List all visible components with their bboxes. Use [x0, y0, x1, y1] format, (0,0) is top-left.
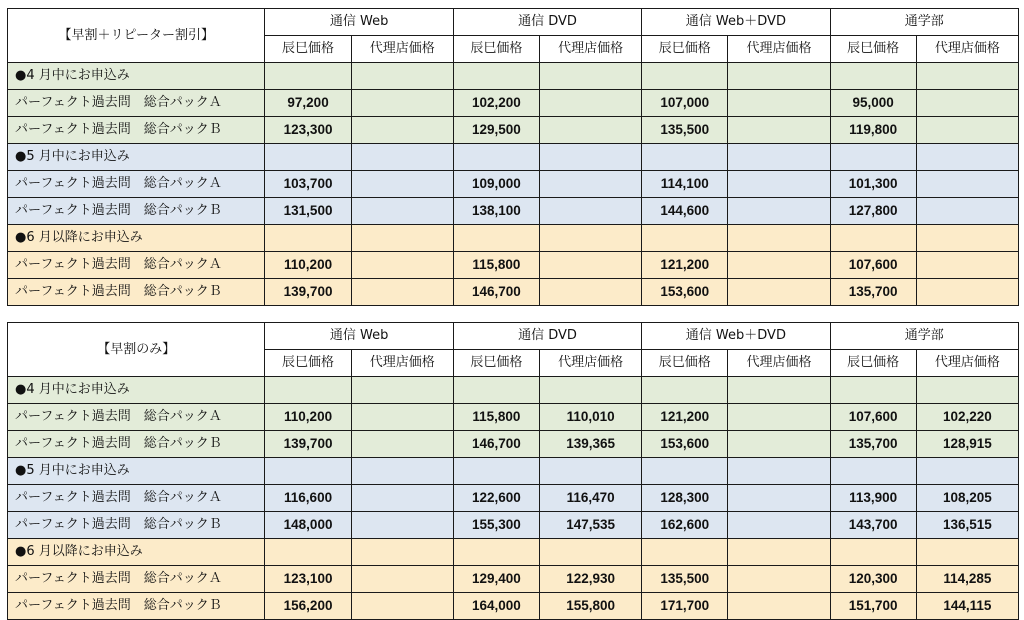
product-label: パーフェクト過去問 総合パックＡ	[8, 566, 265, 593]
price-cell	[728, 171, 830, 198]
price-cell	[540, 117, 642, 144]
price-cell: 110,200	[265, 252, 351, 279]
price-table-early-only	[7, 322, 1019, 620]
price-cell: 153,600	[642, 431, 728, 458]
price-cell	[728, 117, 830, 144]
col-agency-price: 代理店価格	[540, 350, 642, 377]
price-cell	[351, 485, 453, 512]
product-label: パーフェクト過去問 総合パックＡ	[8, 485, 265, 512]
product-label: パーフェクト過去問 総合パックＡ	[8, 171, 265, 198]
section-label: ●5 月中にお申込み	[8, 144, 265, 171]
section-row	[8, 63, 1019, 90]
product-label: パーフェクト過去問 総合パックＢ	[8, 512, 265, 539]
price-cell: 155,300	[453, 512, 539, 539]
table-row	[8, 117, 1019, 144]
price-cell	[728, 593, 830, 620]
col-group-school: 通学部	[830, 323, 1018, 350]
col-tatsumi-price: 辰巳価格	[642, 36, 728, 63]
section-row	[8, 539, 1019, 566]
price-cell	[540, 90, 642, 117]
price-cell: 107,600	[830, 252, 916, 279]
price-cell: 108,205	[916, 485, 1018, 512]
price-cell: 131,500	[265, 198, 351, 225]
section-row	[8, 144, 1019, 171]
price-cell	[351, 431, 453, 458]
table-row	[8, 198, 1019, 225]
price-cell	[351, 90, 453, 117]
price-cell	[351, 279, 453, 306]
price-cell	[351, 404, 453, 431]
header-row-groups	[8, 9, 1019, 36]
price-cell: 135,500	[642, 566, 728, 593]
product-label: パーフェクト過去問 総合パックＢ	[8, 593, 265, 620]
table-row	[8, 566, 1019, 593]
price-cell: 116,600	[265, 485, 351, 512]
price-cell: 95,000	[830, 90, 916, 117]
product-label: パーフェクト過去問 総合パックＢ	[8, 431, 265, 458]
price-cell: 164,000	[453, 593, 539, 620]
table-row	[8, 431, 1019, 458]
price-cell: 135,500	[642, 117, 728, 144]
section-label: ●4 月中にお申込み	[8, 377, 265, 404]
price-cell: 114,285	[916, 566, 1018, 593]
price-cell: 103,700	[265, 171, 351, 198]
product-label: パーフェクト過去問 総合パックＡ	[8, 90, 265, 117]
price-cell: 121,200	[642, 404, 728, 431]
col-agency-price: 代理店価格	[728, 350, 830, 377]
price-cell	[540, 252, 642, 279]
price-cell: 102,200	[453, 90, 539, 117]
col-tatsumi-price: 辰巳価格	[830, 36, 916, 63]
price-cell	[351, 171, 453, 198]
col-agency-price: 代理店価格	[351, 36, 453, 63]
col-agency-price: 代理店価格	[916, 36, 1018, 63]
price-cell: 109,000	[453, 171, 539, 198]
price-cell: 138,100	[453, 198, 539, 225]
price-cell	[728, 279, 830, 306]
price-cell: 156,200	[265, 593, 351, 620]
price-cell: 139,700	[265, 279, 351, 306]
price-cell	[728, 404, 830, 431]
price-cell: 107,000	[642, 90, 728, 117]
price-cell: 148,000	[265, 512, 351, 539]
price-table-early-repeater	[7, 8, 1019, 306]
price-cell	[916, 117, 1018, 144]
product-label: パーフェクト過去問 総合パックＢ	[8, 198, 265, 225]
price-cell	[916, 171, 1018, 198]
price-cell: 115,800	[453, 404, 539, 431]
table-row	[8, 90, 1019, 117]
price-cell	[728, 252, 830, 279]
price-cell: 162,600	[642, 512, 728, 539]
table-row	[8, 171, 1019, 198]
price-cell	[916, 279, 1018, 306]
section-label: ●6 月以降にお申込み	[8, 539, 265, 566]
price-cell: 113,900	[830, 485, 916, 512]
col-tatsumi-price: 辰巳価格	[642, 350, 728, 377]
price-cell: 136,515	[916, 512, 1018, 539]
price-cell: 122,930	[540, 566, 642, 593]
col-agency-price: 代理店価格	[351, 350, 453, 377]
price-cell	[351, 566, 453, 593]
price-cell	[728, 90, 830, 117]
price-cell: 146,700	[453, 431, 539, 458]
table-row	[8, 593, 1019, 620]
price-cell	[728, 512, 830, 539]
table-title: 【早割のみ】	[8, 323, 265, 377]
price-cell: 139,365	[540, 431, 642, 458]
table-row	[8, 512, 1019, 539]
section-label: ●6 月以降にお申込み	[8, 225, 265, 252]
price-cell: 153,600	[642, 279, 728, 306]
col-group-web-dvd: 通信 Web＋DVD	[642, 9, 830, 36]
price-cell: 119,800	[830, 117, 916, 144]
header-row-groups	[8, 323, 1019, 350]
price-cell	[728, 485, 830, 512]
price-cell: 97,200	[265, 90, 351, 117]
price-cell	[351, 593, 453, 620]
product-label: パーフェクト過去問 総合パックＡ	[8, 252, 265, 279]
price-cell: 110,010	[540, 404, 642, 431]
price-cell: 135,700	[830, 279, 916, 306]
price-cell	[728, 431, 830, 458]
price-cell: 171,700	[642, 593, 728, 620]
price-cell: 114,100	[642, 171, 728, 198]
col-group-web: 通信 Web	[265, 323, 453, 350]
col-tatsumi-price: 辰巳価格	[453, 36, 539, 63]
price-cell: 146,700	[453, 279, 539, 306]
price-cell	[351, 117, 453, 144]
price-cell: 135,700	[830, 431, 916, 458]
table-row	[8, 404, 1019, 431]
col-tatsumi-price: 辰巳価格	[830, 350, 916, 377]
price-cell	[728, 566, 830, 593]
price-cell	[916, 252, 1018, 279]
price-cell: 143,700	[830, 512, 916, 539]
section-label: ●4 月中にお申込み	[8, 63, 265, 90]
col-tatsumi-price: 辰巳価格	[265, 350, 351, 377]
price-cell: 102,220	[916, 404, 1018, 431]
col-group-school: 通学部	[830, 9, 1018, 36]
table-row	[8, 485, 1019, 512]
price-cell: 120,300	[830, 566, 916, 593]
product-label: パーフェクト過去問 総合パックＢ	[8, 117, 265, 144]
price-cell	[916, 198, 1018, 225]
price-cell	[916, 90, 1018, 117]
price-cell: 107,600	[830, 404, 916, 431]
price-cell	[540, 198, 642, 225]
price-cell	[351, 198, 453, 225]
section-row	[8, 225, 1019, 252]
price-cell: 110,200	[265, 404, 351, 431]
col-agency-price: 代理店価格	[540, 36, 642, 63]
table-row	[8, 252, 1019, 279]
section-label: ●5 月中にお申込み	[8, 458, 265, 485]
price-cell: 115,800	[453, 252, 539, 279]
price-cell	[351, 252, 453, 279]
price-cell: 147,535	[540, 512, 642, 539]
col-agency-price: 代理店価格	[728, 36, 830, 63]
price-cell: 128,915	[916, 431, 1018, 458]
price-cell: 144,115	[916, 593, 1018, 620]
price-cell	[728, 198, 830, 225]
price-cell: 123,100	[265, 566, 351, 593]
table-row	[8, 279, 1019, 306]
price-cell: 128,300	[642, 485, 728, 512]
price-cell: 101,300	[830, 171, 916, 198]
col-agency-price: 代理店価格	[916, 350, 1018, 377]
price-cell: 151,700	[830, 593, 916, 620]
product-label: パーフェクト過去問 総合パックＢ	[8, 279, 265, 306]
price-cell	[540, 279, 642, 306]
col-group-dvd: 通信 DVD	[453, 323, 641, 350]
price-cell: 129,500	[453, 117, 539, 144]
price-cell: 122,600	[453, 485, 539, 512]
section-row	[8, 458, 1019, 485]
product-label: パーフェクト過去問 総合パックＡ	[8, 404, 265, 431]
col-group-web: 通信 Web	[265, 9, 453, 36]
price-cell: 129,400	[453, 566, 539, 593]
price-cell	[540, 171, 642, 198]
col-tatsumi-price: 辰巳価格	[265, 36, 351, 63]
price-cell: 116,470	[540, 485, 642, 512]
price-cell	[351, 512, 453, 539]
col-group-dvd: 通信 DVD	[453, 9, 641, 36]
price-cell: 144,600	[642, 198, 728, 225]
price-cell: 139,700	[265, 431, 351, 458]
price-cell: 121,200	[642, 252, 728, 279]
price-cell: 127,800	[830, 198, 916, 225]
price-cell: 155,800	[540, 593, 642, 620]
table-title: 【早割＋リピーター割引】	[8, 9, 265, 63]
section-row	[8, 377, 1019, 404]
col-tatsumi-price: 辰巳価格	[453, 350, 539, 377]
price-cell: 123,300	[265, 117, 351, 144]
col-group-web-dvd: 通信 Web＋DVD	[642, 323, 830, 350]
